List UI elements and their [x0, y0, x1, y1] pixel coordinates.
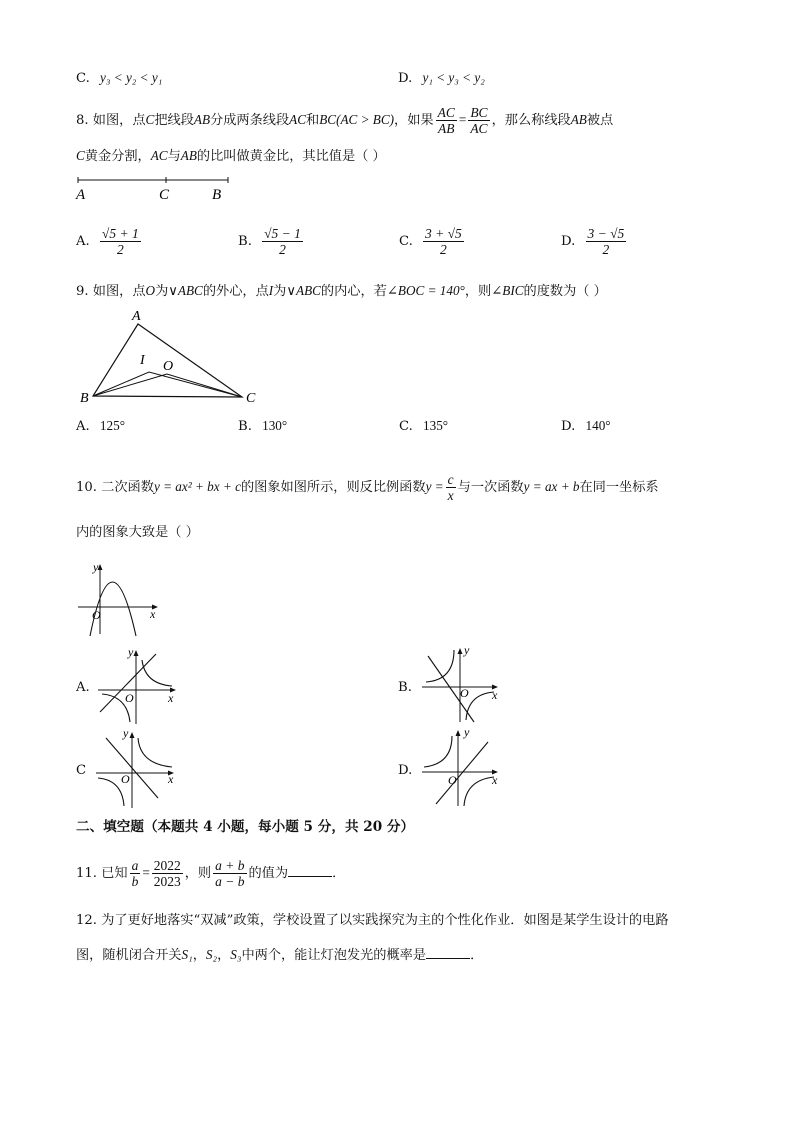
svg-text:x: x: [492, 688, 498, 702]
label-a: A: [132, 309, 141, 324]
q10-option-c-label: C: [76, 763, 87, 778]
q9-triangle-figure: [74, 305, 270, 407]
q10-option-b-label: B.: [398, 680, 412, 695]
hyperbola-branch-q2: [426, 650, 454, 682]
label-i: I: [140, 353, 145, 368]
q12-answer-blank[interactable]: [426, 946, 470, 959]
label-b: B: [212, 187, 222, 203]
q10-option-d-label: D.: [398, 763, 413, 778]
section-fill-in-title: 二、填空题（本题共 4 小题，每小题 5 分，共 20 分）: [76, 819, 415, 835]
q9-option-d: D. 140°: [561, 418, 611, 434]
lines-bic: [93, 372, 242, 397]
q8-option-a: A. $\frac{√5 + 1}{2}$: [76, 226, 139, 257]
q10-stem-line2: 内的图象大致是（ ）: [76, 525, 199, 540]
q11-fraction-a-b: $\frac{a}{b}$: [131, 858, 139, 889]
q12-stem-line2: 图，随机闭合开关S₁，S₂，S₃中两个，能让灯泡发光的概率是 ．: [76, 947, 484, 963]
svg-text:O: O: [125, 691, 134, 705]
q10-option-b-graph: [414, 642, 506, 726]
q11-fraction-2022-2023: $\frac{2022}{2023}$: [153, 858, 181, 889]
q8-stem-line1: 8. 如图，点C把线段AB分成两条线段AC和BC(AC > BC)，如果 $\frac{AC}{AB}$ = $\frac{BC}{AC}$ ，那么称线段AB被点: [76, 105, 614, 136]
label-b: B: [80, 391, 89, 406]
hyperbola-branch-q2: [424, 736, 452, 767]
q8-option-b: B. $\frac{√5 - 1}{2}$: [238, 226, 301, 257]
hyperbola-branch-q1: [138, 738, 172, 767]
q12-stem-line1: 12. 为了更好地落实“双减”政策，学校设置了以实践探究为主的个性化作业．如图是某学生设计的电路: [76, 913, 669, 928]
label-a: A: [76, 187, 86, 203]
q10-option-d-graph: [414, 724, 506, 808]
svg-text:x: x: [168, 691, 174, 705]
q10-inverse-fraction: $\frac{c}{x}$: [447, 472, 454, 503]
svg-text:y: y: [128, 646, 134, 659]
q8-option-c: C. $\frac{3 + √5}{2}$: [399, 226, 462, 257]
q10-stem-line1: 10. 二次函数y = ax² + bx + c的图象如图所示，则反比例函数y = $\frac{c}{x}$ 与一次函数y = ax + b在同一坐标系: [76, 472, 659, 503]
q10-option-a-label: A.: [76, 680, 90, 695]
svg-text:O: O: [460, 686, 469, 700]
q9-option-a: A. 125°: [76, 418, 125, 434]
label-c: C: [159, 187, 170, 203]
q7-option-c-expr: y₃ < y₂ < y₁: [100, 70, 163, 85]
svg-text:y: y: [464, 643, 470, 657]
q7-option-d: D. y₁ < y₃ < y₂: [398, 70, 485, 86]
svg-text:O: O: [121, 772, 130, 786]
label-c: C: [246, 391, 256, 406]
svg-text:O: O: [448, 773, 457, 787]
q8-option-d: D. $\frac{3 - √5}{2}$: [561, 226, 625, 257]
svg-text:y: y: [93, 560, 99, 574]
label-o: O: [163, 359, 174, 374]
q11-fraction-sum-diff: $\frac{a + b}{a - b}$: [215, 858, 245, 889]
q7-option-d-expr: y₁ < y₃ < y₂: [422, 70, 485, 85]
q8-segment-figure: [72, 172, 242, 206]
q9-option-b: B. 130°: [238, 418, 288, 434]
svg-text:O: O: [92, 608, 101, 622]
svg-text:y: y: [123, 728, 129, 740]
q11-stem: 11. 已知 $\frac{a}{b}$ = $\frac{2022}{2023}$ ，则 $\frac{a + b}{a - b}$ 的值为 ．: [76, 858, 346, 889]
q7-option-c: C. y₃ < y₂ < y₁: [76, 70, 163, 86]
q10-option-a-graph: [92, 646, 184, 726]
q8-ratio-bc-ac: $\frac{BC}{AC}$: [470, 105, 488, 136]
q9-stem: 9. 如图，点O为∨ABC的外心，点I为∨ABC的内心，若∠BOC = 140°，则∠BIC的度数为（ ）: [76, 283, 607, 299]
q8-stem-line2: C黄金分割，AC与AB的比叫做黄金比，其比值是（ ）: [76, 148, 386, 164]
q10-parabola-graph: [74, 558, 166, 640]
q11-answer-blank[interactable]: [288, 864, 332, 877]
svg-text:y: y: [464, 725, 470, 739]
svg-text:x: x: [150, 607, 156, 621]
svg-text:x: x: [168, 772, 174, 786]
svg-text:x: x: [492, 773, 498, 787]
hyperbola-branch-q4: [464, 777, 494, 806]
q8-ratio-ac-ab: $\frac{AC}{AB}$: [437, 105, 455, 136]
q9-option-c: C. 135°: [399, 418, 449, 434]
line-graph: [436, 742, 488, 804]
q10-option-c-graph: [92, 728, 184, 810]
